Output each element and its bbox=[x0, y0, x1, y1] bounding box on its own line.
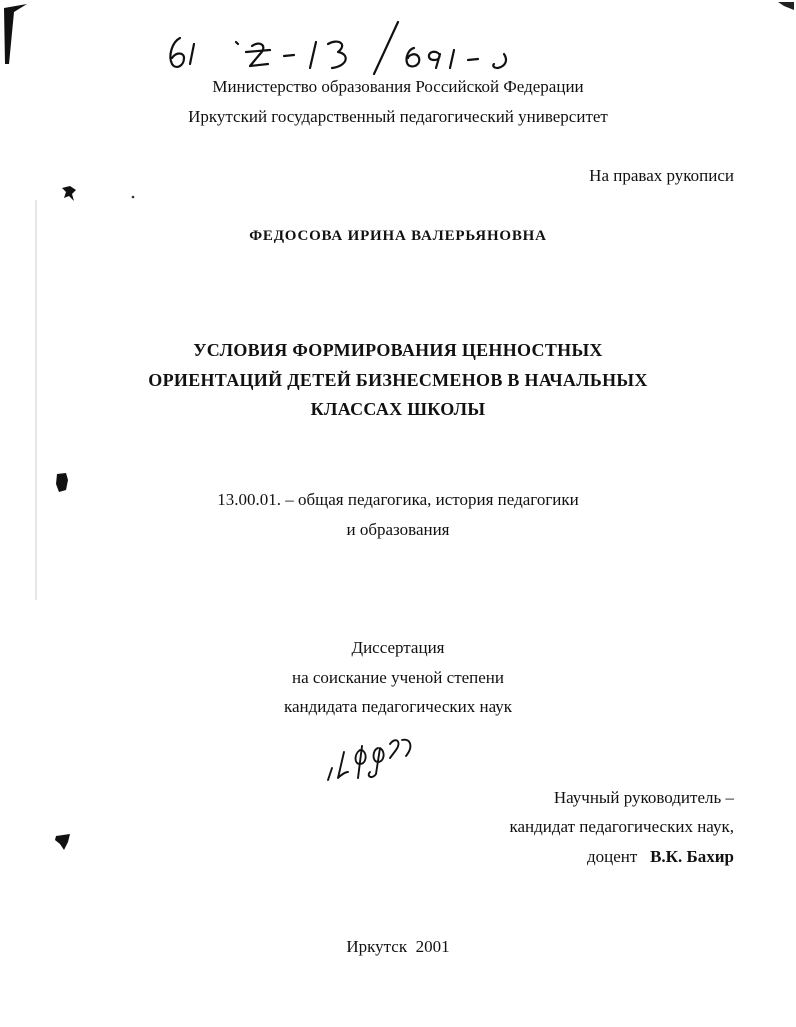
dissertation-label: Диссертация bbox=[351, 638, 445, 657]
degree-name: кандидата педагогических наук bbox=[283, 697, 513, 716]
manuscript-rights-note: На правах рукописи bbox=[589, 166, 734, 185]
supervisor-degree: кандидат педагогических наук, bbox=[509, 817, 734, 836]
specialty-code-line: 13.00.01. – общая педагогика, история педагогики bbox=[217, 490, 579, 509]
specialty-continuation: и образования bbox=[346, 520, 450, 539]
scan-corner-mark-right bbox=[776, 0, 796, 14]
university-name: Иркутский государственный педагогический университет bbox=[188, 107, 608, 126]
handwritten-catalog-number bbox=[160, 18, 530, 76]
supervisor-title-and-name bbox=[587, 847, 734, 867]
degree-purpose: на соискание ученой степени bbox=[291, 668, 505, 687]
author-name: ФЕДОСОВА ИРИНА ВАЛЕРЬЯНОВНА bbox=[249, 228, 547, 244]
ministry-name: Министерство образования Российской Федерации bbox=[212, 77, 584, 96]
scan-corner-mark bbox=[0, 0, 40, 70]
city-and-year: Иркутск 2001 bbox=[346, 937, 450, 956]
scan-spot bbox=[58, 182, 82, 204]
scan-dot bbox=[130, 194, 136, 200]
supervisor-name: В.К. Бахир bbox=[650, 847, 734, 866]
dissertation-title-line-1: УСЛОВИЯ ФОРМИРОВАНИЯ ЦЕННОСТНЫХ bbox=[193, 340, 603, 360]
supervisor-label: Научный руководитель – bbox=[553, 788, 734, 807]
scan-spot bbox=[52, 830, 76, 854]
supervisor-position: доцент bbox=[587, 847, 638, 866]
dissertation-title-line-3: КЛАССАХ ШКОЛЫ bbox=[310, 399, 486, 419]
dissertation-title-line-2: ОРИЕНТАЦИЙ ДЕТЕЙ БИЗНЕСМЕНОВ В НАЧАЛЬНЫХ bbox=[148, 370, 648, 390]
handwritten-signature bbox=[320, 728, 420, 788]
